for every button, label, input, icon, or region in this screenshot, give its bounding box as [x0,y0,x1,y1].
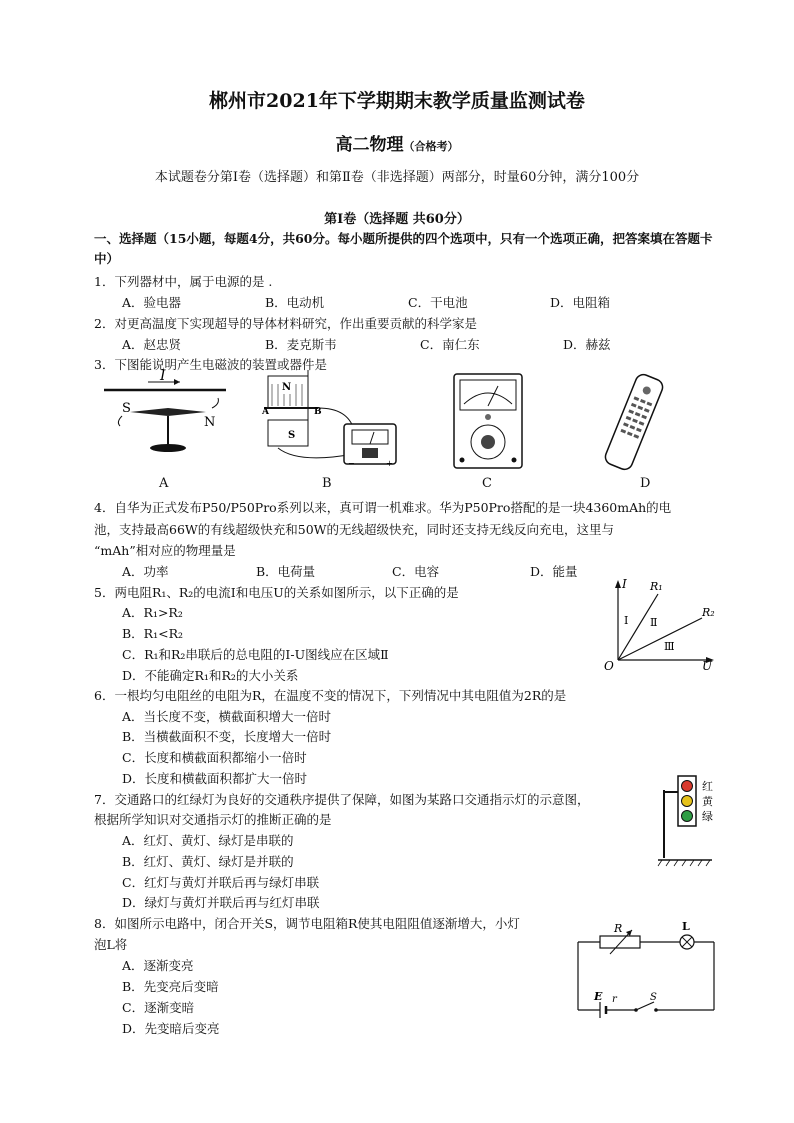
q8-line2: 泡L将 [94,937,128,952]
svg-text:−: − [348,459,355,468]
traffic-light-figure [656,772,718,868]
circuit-switch-label: S [650,992,657,1003]
graph-region-3: Ⅲ [664,640,675,653]
figure-b-induction [258,368,408,468]
circuit-l-label: L [682,920,690,933]
exam-title: 郴州市2021年下学期期末教学质量监测试卷 [209,90,585,112]
q1-option-d: D．电阻箱 [550,295,611,310]
q2-option-b: B．麦克斯韦 [265,337,337,352]
q2-option-c: C．南仁东 [420,337,480,352]
exam-info: 本试题卷分第Ⅰ卷（选择题）和第Ⅱ卷（非选择题）两部分，时量60分钟，满分100分 [154,170,640,185]
circuit-e-label: E [594,990,603,1003]
yellow-light-icon [682,796,693,807]
q8-option-d: D．先变暗后变亮 [122,1021,220,1036]
fig-a-caption: A [159,476,169,491]
q4-line3: “mAh”相对应的物理量是 [94,543,236,558]
q5-stem: 5．两电阻R₁、R₂的电流I和电压U的关系如图所示，以下正确的是 [94,585,459,600]
q2-stem: 2．对更高温度下实现超导的导体材料研究，作出重要贡献的科学家是 [94,316,477,331]
fig-a-south-label: S [122,401,131,416]
svg-text:+: + [386,459,393,468]
circuit-r-label: R [614,922,623,935]
svg-text:B: B [314,407,322,417]
q5-option-c: C．R₁和R₂串联后的总电阻的I-U图线应在区域Ⅱ [122,647,389,662]
svg-text:A: A [262,407,269,417]
q6-option-c: C．长度和横截面积都缩小一倍时 [122,750,307,765]
fig-b-caption: B [322,476,332,491]
fig-a-north-label: N [204,415,216,430]
graph-r1-label: R₁ [650,580,663,593]
green-light-icon [682,811,693,822]
q7-option-a: A．红灯、黄灯、绿灯是串联的 [122,833,294,848]
q4-line1: 4．自华为正式发布P50/P50Pro系列以来，真可谓一机难求。华为P50Pro搭配的是一块4360mAh的电 [94,500,672,515]
fig-c-caption: C [482,476,492,491]
red-light-label: 红 [702,780,713,793]
figure-c-multimeter [452,372,524,470]
graph-axis-i: I [622,577,627,591]
svg-text:S: S [288,430,296,441]
q4-line2: 池，支持最高66W的有线超级快充和50W的无线超级快充，同时还支持无线反向充电，这里与 [94,522,615,537]
q5-option-a: A．R₁>R₂ [122,605,183,620]
section-instructions: 一、选择题（15小题，每题4分，共60分。每小题所提供的四个选项中，只有一个选项正确，把答案填在答题卡中） [94,231,713,266]
q6-option-d: D．长度和横截面积都扩大一倍时 [122,771,308,786]
q6-option-a: A．当长度不变，横截面积增大一倍时 [122,709,332,724]
q7-line1: 7．交通路口的红绿灯为良好的交通秩序提供了保障，如图为某路口交通指示灯的示意图， [94,792,590,807]
q1-option-a: A．验电器 [122,295,182,310]
svg-text:N: N [282,382,292,393]
q5-option-b: B．R₁<R₂ [122,626,184,641]
graph-axis-u: U [702,659,713,672]
graph-region-1: Ⅰ [624,614,629,627]
q2-option-d: D．赫兹 [563,337,611,352]
q1-stem: 1．下列器材中，属于电源的是 . [94,274,273,289]
red-light-icon [682,781,693,792]
q8-option-a: A．逐渐变亮 [122,958,194,973]
q7-option-c: C．红灯与黄灯并联后再与绿灯串联 [122,875,320,890]
circuit-r-internal-label: r [612,994,617,1005]
q7-line2: 根据所学知识对交通指示灯的推断正确的是 [94,812,332,827]
subject-note: （合格考） [403,140,459,153]
q4-option-c: C．电容 [392,564,440,579]
q4-option-b: B．电荷量 [256,564,316,579]
q1-option-c: C．干电池 [408,295,468,310]
yellow-light-label: 黄 [702,795,713,808]
q7-option-d: D．绿灯与黄灯并联后再与红灯串联 [122,895,320,910]
exam-subject [0,130,794,155]
q5-option-d: D．不能确定R₁和R₂的大小关系 [122,668,299,683]
q8-option-c: C．逐渐变暗 [122,1000,195,1015]
subject-name: 高二物理 [335,135,404,155]
fig-a-current-label: I [160,368,166,384]
graph-r2-label: R₂ [702,606,715,619]
q8-circuit [570,920,722,1020]
q6-stem: 6．一根均匀电阻丝的电阻为R，在温度不变的情况下，下列情况中其电阻值为2R的是 [94,688,567,703]
graph-region-2: Ⅱ [650,616,658,629]
q4-option-d: D．能量 [530,564,578,579]
figure-d-remote [604,370,664,474]
q8-line1: 8．如图所示电路中，闭合开关S，调节电阻箱R使其电阻阻值逐渐增大，小灯 [94,916,520,931]
q6-option-b: B．当横截面积不变，长度增大一倍时 [122,729,332,744]
q5-iu-graph [598,576,720,672]
q8-option-b: B．先变亮后变暗 [122,979,219,994]
graph-origin: O [604,659,614,672]
q4-option-a: A．功率 [122,564,169,579]
fig-d-caption: D [640,476,651,491]
part1-title: 第Ⅰ卷（选择题 共60分） [324,212,470,227]
green-light-label: 绿 [702,810,713,823]
q7-option-b: B．红灯、黄灯、绿灯是并联的 [122,854,294,869]
q2-option-a: A．赵忠贤 [122,337,182,352]
figure-a-compass [100,368,230,468]
q1-option-b: B．电动机 [265,295,325,310]
q3-stem: 3．下图能说明产生电磁波的装置或器件是 [94,357,327,372]
